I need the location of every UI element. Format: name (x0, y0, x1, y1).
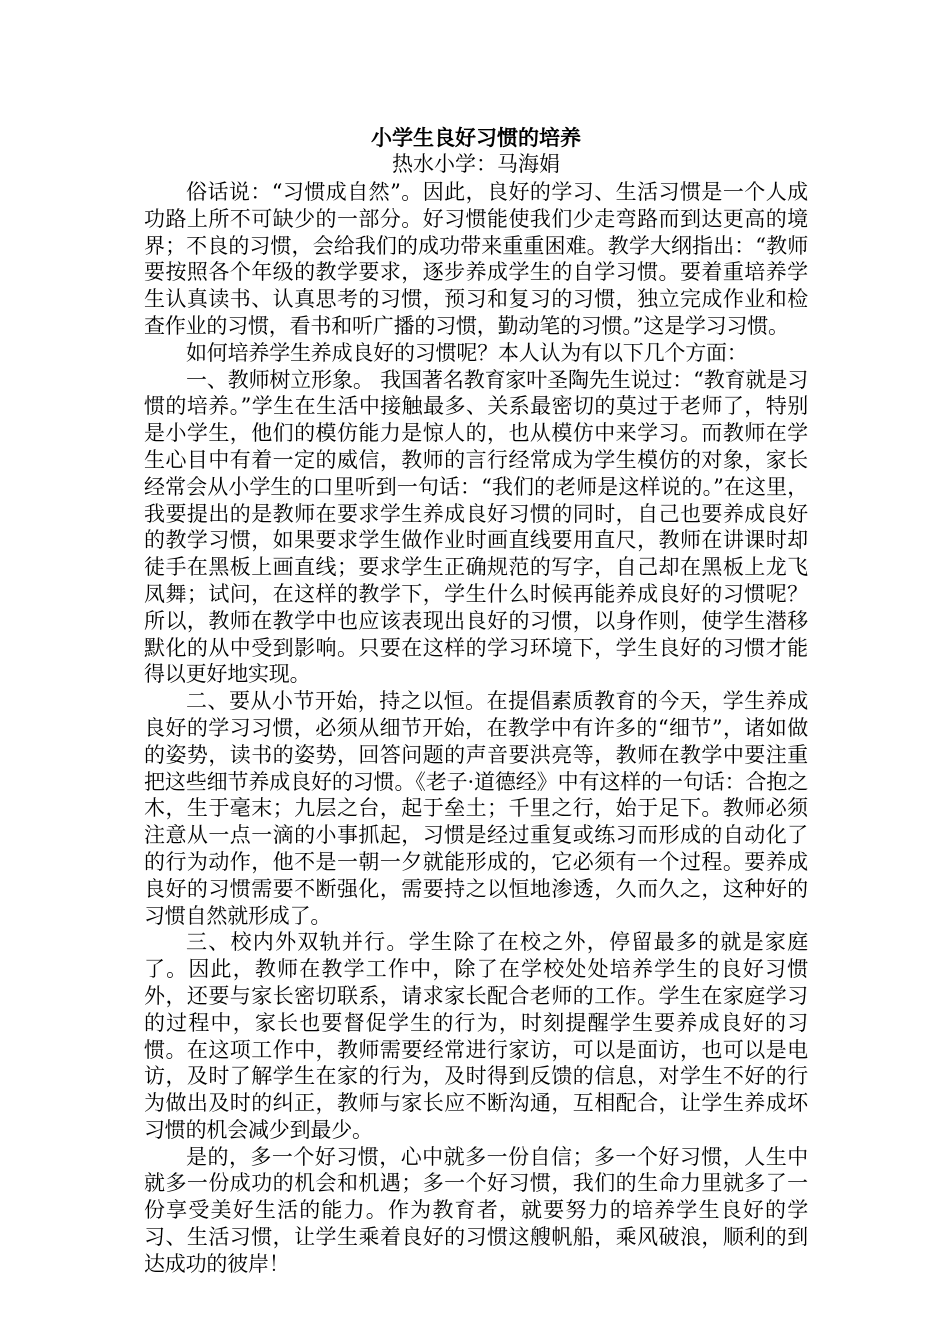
paragraph-point-three: 三、校内外双轨并行。学生除了在校之外，停留最多的就是家庭了。因此，教师在教学工作中，除了在学校处处培养学生的良好习惯外，还要与家长密切联系，请求家长配合老师的工作。学生在家庭学习的过程中，家长也要督促学生的行为，时刻提醒学生要养成良好的习惯。在这项工作中，教师需要经常进行家访，可以是面访，也可以是电访，及时了解学生在家的行为，及时得到反馈的信息，对学生不好的行为做出及时的纠正，教师与家长应不断沟通，互相配合，让学生养成坏习惯的机会减少到最少。 (144, 930, 808, 1142)
paragraph-intro: 俗话说：“习惯成自然”。因此，良好的学习、生活习惯是一个人成功路上所不可缺少的一部分。好习惯能使我们少走弯路而到达更高的境界；不良的习惯，会给我们的成功带来重重困难。教学大纲指出：“教师要按照各个年级的教学要求，逐步养成学生的自学习惯。要着重培养学生认真读书、认真思考的习惯，预习和复习的习惯，独立完成作业和检查作业的习惯，看书和听广播的习惯，勤动笔的习惯。”这是学习习惯。 (144, 180, 808, 338)
document-title: 小学生良好习惯的培养 (371, 125, 581, 150)
paragraph-conclusion: 是的，多一个好习惯，心中就多一份自信；多一个好习惯，人生中就多一份成功的机会和机遇；多一个好习惯，我们的生命力里就多了一份享受美好生活的能力。作为教育者，就要努力的培养学生良好的学习、生活习惯，让学生乘着良好的习惯这艘帆船，乘风破浪，顺利的到达成功的彼岸！ (144, 1144, 808, 1276)
document-author: 热水小学：马海娟 (392, 152, 560, 176)
paragraph-point-two: 二、要从小节开始，持之以恒。在提倡素质教育的今天，学生养成良好的学习习惯，必须从细节开始，在教学中有许多的“细节”，诸如做的姿势，读书的姿势，回答问题的声音要洪亮等，教师在教学中要注重把这些细节养成良好的习惯。《老子·道德经》中有这样的一句话：合抱之木，生于毫末；九层之台，起于垒土；千里之行，始于足下。教师必须注意从一点一滴的小事抓起，习惯是经过重复或练习而形成的自动化了的行为动作，他不是一朝一夕就能形成的，它必须有一个过程。要养成良好的习惯需要不断强化，需要持之以恒地渗透，久而久之，这种好的习惯自然就形成了。 (144, 689, 808, 928)
paragraph-point-one: 一、教师树立形象。 我国著名教育家叶圣陶先生说过：“教育就是习惯的培养。”学生在生活中接触最多、关系最密切的莫过于老师了，特别是小学生，他们的模仿能力是惊人的，也从模仿中来学习。而教师在学生心目中有着一定的威信，教师的言行经常成为学生模仿的对象，家长经常会从小学生的口里听到一句话：“我们的老师是这样说的。”在这里，我要提出的是教师在要求学生养成良好习惯的同时，自己也要养成良好的教学习惯，如果要求学生做作业时画直线要用直尺，教师在讲课时却徒手在黑板上画直线；要求学生正确规范的写字，自己却在黑板上龙飞凤舞；试问，在这样的教学下，学生什么时候再能养成良好的习惯呢？所以，教师在教学中也应该表现出良好的习惯，以身作则，使学生潜移默化的从中受到影响。只要在这样的学习环境下，学生良好的习惯才能得以更好地实现。 (144, 367, 808, 687)
paragraph-question: 如何培养学生养成良好的习惯呢？本人认为有以下几个方面： (186, 340, 748, 365)
document-page (144, 124, 808, 1278)
